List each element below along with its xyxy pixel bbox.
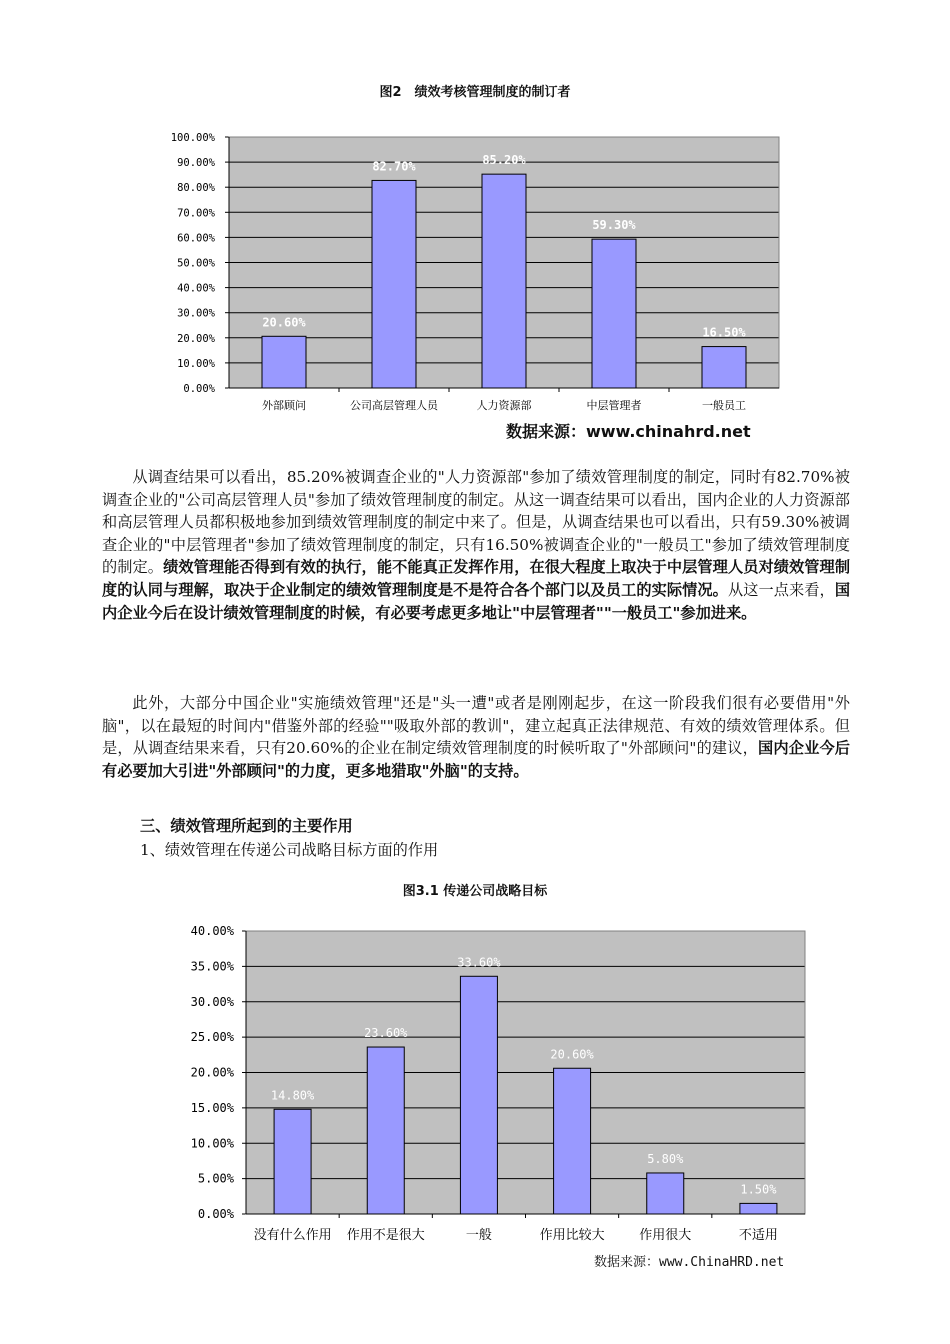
data-label: 14.80% [270,1088,315,1103]
y-tick-label: 15.00% [190,1100,234,1115]
bar [262,336,306,388]
data-label: 20.60% [550,1047,594,1062]
category-label: 外部顾问 [262,399,306,412]
y-tick-label: 5.00% [197,1171,234,1186]
data-label: 20.60% [262,315,306,330]
data-label: 1.50% [740,1182,777,1197]
category-label: 作用不是很大 [346,1228,425,1243]
data-label: 5.80% [647,1151,684,1166]
y-tick-label: 10.00% [190,1136,234,1151]
p2-bold-b: 国内企业今后有必要加大引进"外部顾问"的力度，更多地猎取"外脑"的支持。 [102,739,850,780]
section-subheading: 1、绩效管理在传递公司战略目标方面的作用 [140,841,439,859]
data-label: 16.50% [702,325,746,340]
p1-bold-d: 国内企业今后在设计绩效管理制度的时候，有必要考虑更多地让"中层管理者""一般员工"参加进来。 [102,580,851,622]
bar [702,347,746,388]
y-tick-label: 35.00% [190,959,234,974]
bar [460,976,497,1214]
p1-text-c: 从这一点来看， [727,580,835,599]
chart2-source: 数据来源：www.ChinaHRD.net [594,1255,785,1270]
section-heading: 三、绩效管理所起到的主要作用 [140,817,353,835]
data-label: 85.20% [482,153,526,168]
y-tick-label: 30.00% [177,307,215,320]
p1-bold-b: 绩效管理能否得到有效的执行，能不能真正发挥作用，在很大程度上取决于中层管理人员对绩效管理制度的认同与理解，取决于企业制定的绩效管理制度是不是符合各个部门以及员工的实际情况。 [102,558,851,599]
bar [740,1203,777,1214]
y-tick-label: 20.00% [190,1065,234,1080]
category-label: 一般员工 [702,399,746,412]
y-tick-label: 40.00% [177,282,215,295]
category-label: 中层管理者 [586,399,642,412]
y-tick-label: 25.00% [190,1030,234,1045]
category-label: 公司高层管理人员 [350,399,438,412]
chart2-title: 图3.1 传递公司战略目标 [402,884,548,899]
y-tick-label: 0.00% [183,383,215,395]
bar [592,239,636,388]
p1-text-a: 从调查结果可以看出，85.20%被调查企业的"人力资源部"参加了绩效管理制度的制定，同时有82.70%被调查企业的"公司高层管理人员"参加了绩效管理制度的制定。从这一调查结果可以看出，国内企业的人力资源部和高层管理人员都积极地参加到绩效管理制度的制定中来了。但是，从调查结果也可以看出，只有59.30%被调查企业的"中层管理者"参加了绩效管理制度的制定，只有16.50%被调查企业的"一般员工"参加了绩效管理制度的制定。 [102,468,850,577]
chart2-group [191,924,805,1243]
category-label: 没有什么作用 [253,1228,332,1243]
data-label: 59.30% [592,218,636,233]
y-tick-label: 90.00% [177,157,215,170]
category-label: 人力资源部 [476,399,532,412]
bar [372,180,416,388]
p2-text-a: 此外，大部分中国企业"实施绩效管理"还是"头一遭"或者是刚刚起步，在这一阶段我们很有必要借用"外脑"，以在最短的时间内"借鉴外部的经验""吸取外部的教训"，建立起真正法律规范、有效的绩效管理体系。但是，从调查结果来看，只有20.60%的企业在制定绩效管理制度的时候听取了"外部顾问"的建议， [102,694,850,758]
category-label: 一般 [465,1228,492,1243]
data-label: 82.70% [372,159,416,174]
data-label: 33.60% [457,955,501,970]
y-tick-label: 50.00% [177,257,215,270]
bar [367,1047,404,1214]
y-tick-label: 30.00% [190,994,234,1009]
paragraph-1 [102,466,850,624]
bar [482,174,526,388]
y-tick-label: 0.00% [197,1207,234,1221]
y-tick-label: 100.00% [170,132,215,144]
chart1-title: 图2 绩效考核管理制度的制订者 [379,85,571,100]
category-label: 作用比较大 [539,1228,605,1243]
category-label: 不适用 [738,1228,778,1243]
bar [554,1068,591,1214]
y-tick-label: 10.00% [177,357,215,370]
y-tick-label: 80.00% [177,182,215,195]
y-tick-label: 40.00% [190,924,234,938]
y-tick-label: 60.00% [177,232,215,245]
data-label: 23.60% [364,1026,408,1041]
y-tick-label: 70.00% [177,207,215,220]
category-label: 作用很大 [639,1228,692,1243]
y-tick-label: 20.00% [177,332,215,345]
bar [647,1173,684,1214]
chart1-group [171,132,779,412]
paragraph-2 [102,692,850,782]
bar [274,1109,311,1214]
chart1-source: 数据来源：www.chinahrd.net [506,422,751,441]
